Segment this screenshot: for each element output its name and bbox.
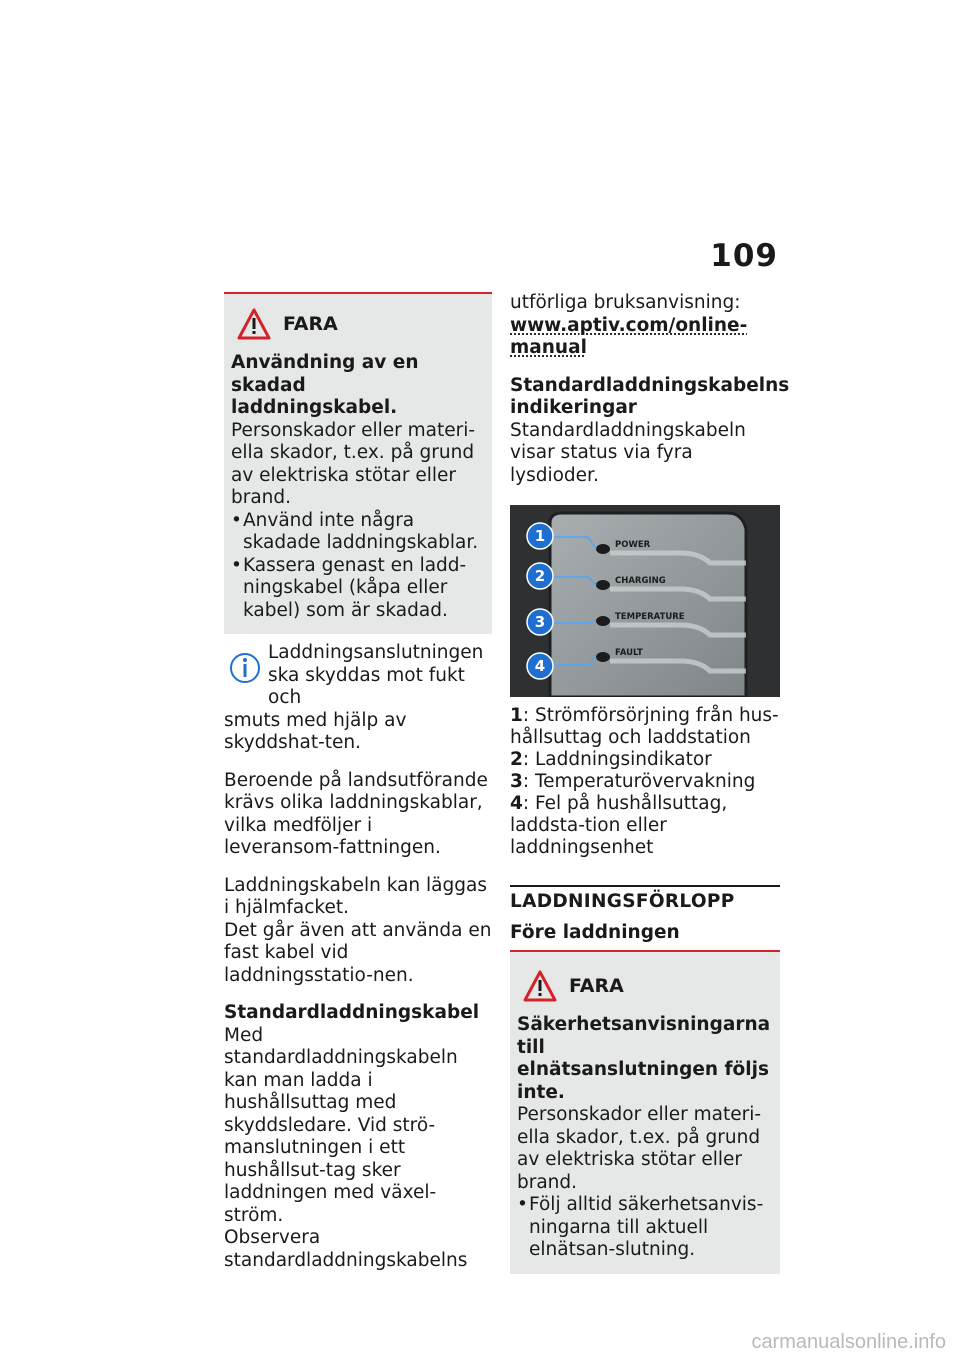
list-item: • Följ alltid säkerhetsanvis-ningarna till aktuell elnätsan-slutning.	[517, 1194, 772, 1262]
section-title: LADDNINGSFÖRLOPP	[510, 891, 735, 912]
figure-label-fault: FAULT	[615, 648, 643, 658]
danger-title-cont: elnätsanslutningen följs inte.	[517, 1059, 769, 1103]
legend-item: 2: Laddningsindikator	[510, 749, 712, 770]
figure-number-3: 3	[534, 613, 546, 631]
list-item: • Använd inte några skadade laddningskablar.	[231, 510, 484, 555]
danger-bullets	[517, 1194, 772, 1262]
paragraph: Beroende på landsutförande krävs olika laddningskablar, vilka medföljer i leveransom-fattningen.	[224, 769, 488, 858]
led-panel-illustration	[510, 505, 780, 697]
legend-item: 1: Strömförsörjning från hus-hållsuttag och laddstation	[510, 705, 779, 748]
info-text: Laddningsanslutningen	[268, 642, 484, 663]
section-header	[510, 885, 780, 914]
danger-label: FARA	[283, 313, 338, 335]
led-panel-figure	[510, 505, 780, 697]
warning-triangle-icon	[523, 970, 557, 1002]
left-column	[224, 292, 492, 1272]
figure-label-charging: CHARGING	[615, 576, 666, 586]
danger-header	[231, 308, 484, 340]
figure-number-4: 4	[534, 657, 546, 675]
danger-box	[510, 952, 780, 1274]
legend-item: 4: Fel på hushållsuttag, laddsta-tion eller laddningsenhet	[510, 793, 728, 858]
subsection-title: Före laddningen	[510, 921, 680, 943]
warning-triangle-icon	[237, 308, 271, 340]
danger-title-cont: laddningskabel.	[231, 397, 398, 418]
info-text-rest: smuts med hjälp av skyddshat-ten.	[224, 709, 407, 753]
info-note	[224, 642, 492, 755]
paragraph: Det går även att använda en fast kabel vid laddningsstatio-nen.	[224, 919, 492, 986]
heading-standard-cable: Standardladdningskabel	[224, 1002, 480, 1023]
danger-title: Användning av en skadad	[231, 352, 419, 396]
manual-link[interactable]: www.aptiv.com/online-manual	[510, 314, 748, 358]
figure-number-2: 2	[534, 567, 546, 585]
paragraph: Laddningskabeln kan läggas i hjälmfacket.	[224, 874, 487, 918]
watermark: carmanualsonline.info	[751, 1331, 946, 1353]
figure-legend	[510, 705, 780, 859]
danger-body: Personskador eller materi-ella skador, t.ex. på grund av elektriska stötar eller brand.	[231, 419, 476, 508]
info-text-cont: ska skyddas mot fukt och	[268, 664, 465, 708]
paragraph: Observera standardladdningskabelns	[224, 1227, 468, 1271]
danger-label: FARA	[569, 975, 624, 997]
right-column	[510, 292, 790, 1274]
info-icon	[228, 648, 262, 688]
danger-body: Personskador eller materi-ella skador, t.ex. på grund av elektriska stötar eller brand.	[517, 1104, 762, 1193]
danger-header	[517, 970, 772, 1002]
heading-indicators-cont: indikeringar	[510, 397, 637, 418]
paragraph: Med standardladdningskabeln kan man ladda i hushållsuttag med skyddsledare. Vid strö-manslutningen i ett hushållsut-tag sker laddningen med växel-ström.	[224, 1024, 458, 1226]
subsection-header	[510, 922, 780, 953]
legend-item: 3: Temperaturövervakning	[510, 771, 756, 792]
danger-bullets	[231, 510, 484, 623]
paragraph: utförliga bruksanvisning:	[510, 292, 741, 313]
figure-number-1: 1	[534, 527, 546, 545]
danger-title: Säkerhetsanvisningarna till	[517, 1014, 771, 1058]
figure-label-power: POWER	[615, 540, 651, 550]
figure-label-temperature: TEMPERATURE	[615, 612, 685, 622]
heading-indicators: Standardladdningskabelns	[510, 374, 790, 396]
page-number: 109	[710, 238, 778, 274]
list-item: • Kassera genast en ladd-ningskabel (kåpa eller kabel) som är skadad.	[231, 555, 484, 623]
paragraph: Standardladdningskabeln visar status via fyra lysdioder.	[510, 419, 746, 486]
danger-box	[224, 292, 492, 634]
